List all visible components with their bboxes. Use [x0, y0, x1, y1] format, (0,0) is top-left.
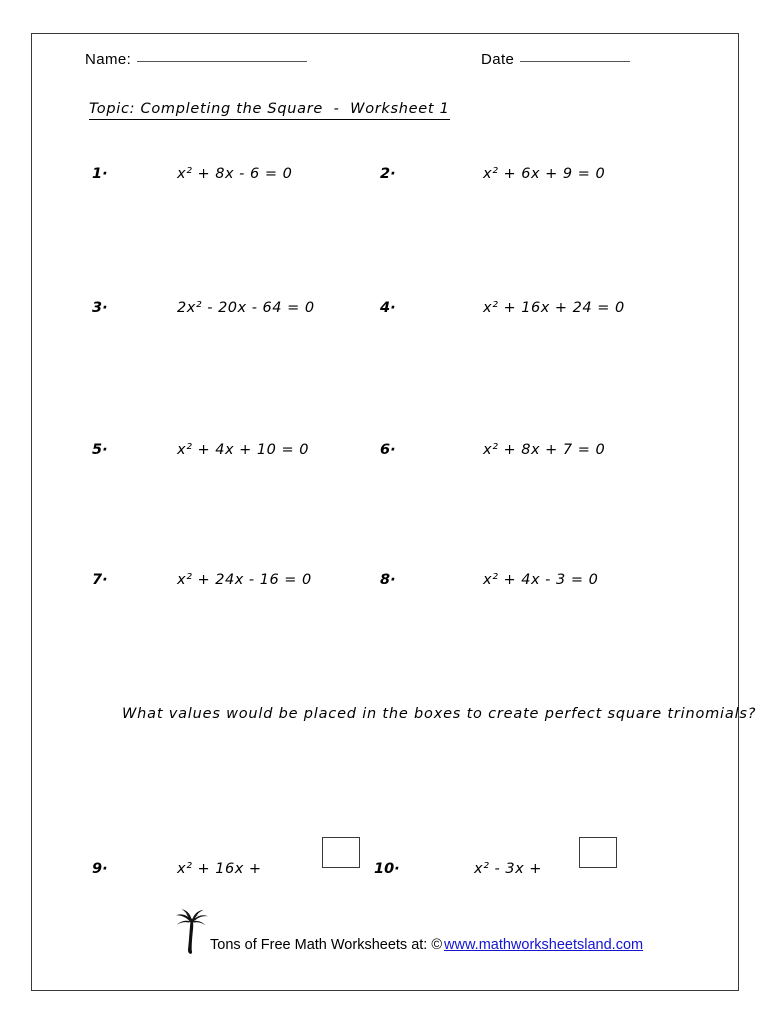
problem-item — [380, 442, 605, 482]
topic-heading: Topic: Completing the Square - Worksheet 1 — [89, 101, 450, 120]
problem-expression: x² + 16x + — [177, 861, 267, 877]
mathworksheetsland-link[interactable]: www.mathworksheetsland.com — [444, 937, 644, 953]
problem-number: 5· — [92, 442, 108, 458]
problem-row — [32, 572, 738, 612]
problem-number: 9· — [92, 861, 108, 877]
problem-item — [92, 300, 315, 340]
date-label: Date — [481, 51, 515, 68]
problem-item — [92, 442, 309, 482]
problem-number: 4· — [380, 300, 396, 316]
problem-number: 7· — [92, 572, 108, 588]
problem-expression: x² + 24x - 16 = 0 — [177, 572, 312, 588]
problem-row — [32, 442, 738, 482]
name-write-line[interactable] — [137, 50, 307, 62]
footer — [32, 909, 738, 979]
header-row — [32, 46, 738, 76]
boxes-prompt: What values would be placed in the boxes to create perfect square trinomials? — [122, 706, 757, 722]
answer-box[interactable] — [322, 837, 360, 868]
problem-expression: x² - 3x + — [474, 861, 548, 877]
box-problem-row — [32, 829, 738, 879]
problem-number: 6· — [380, 442, 396, 458]
problem-expression: x² + 4x + 10 = 0 — [177, 442, 309, 458]
problem-expression: x² + 6x + 9 = 0 — [483, 166, 606, 182]
problem-expression: x² + 16x + 24 = 0 — [483, 300, 625, 316]
problem-item — [380, 166, 605, 206]
footer-text-line — [210, 937, 643, 953]
problem-row — [32, 300, 738, 340]
problem-number: 3· — [92, 300, 108, 316]
problem-number: 1· — [92, 166, 108, 182]
problem-item — [92, 572, 312, 612]
date-field — [481, 50, 630, 69]
problem-number: 10· — [374, 861, 400, 877]
problem-item — [380, 572, 598, 612]
name-field — [85, 50, 307, 69]
problem-expression: 2x² - 20x - 64 = 0 — [177, 300, 315, 316]
problem-expression: x² + 8x - 6 = 0 — [177, 166, 293, 182]
problem-item — [380, 300, 625, 340]
problem-expression: x² + 8x + 7 = 0 — [483, 442, 606, 458]
worksheet-page — [31, 33, 757, 991]
footer-text: Tons of Free Math Worksheets at: © — [210, 937, 443, 953]
problem-number: 8· — [380, 572, 396, 588]
problem-number: 2· — [380, 166, 396, 182]
problem-expression: x² + 4x - 3 = 0 — [483, 572, 599, 588]
date-write-line[interactable] — [520, 50, 630, 62]
name-label: Name: — [85, 51, 132, 68]
palm-tree-icon — [174, 909, 208, 955]
problem-item — [92, 166, 292, 206]
answer-box[interactable] — [579, 837, 617, 868]
problem-row — [32, 166, 738, 206]
